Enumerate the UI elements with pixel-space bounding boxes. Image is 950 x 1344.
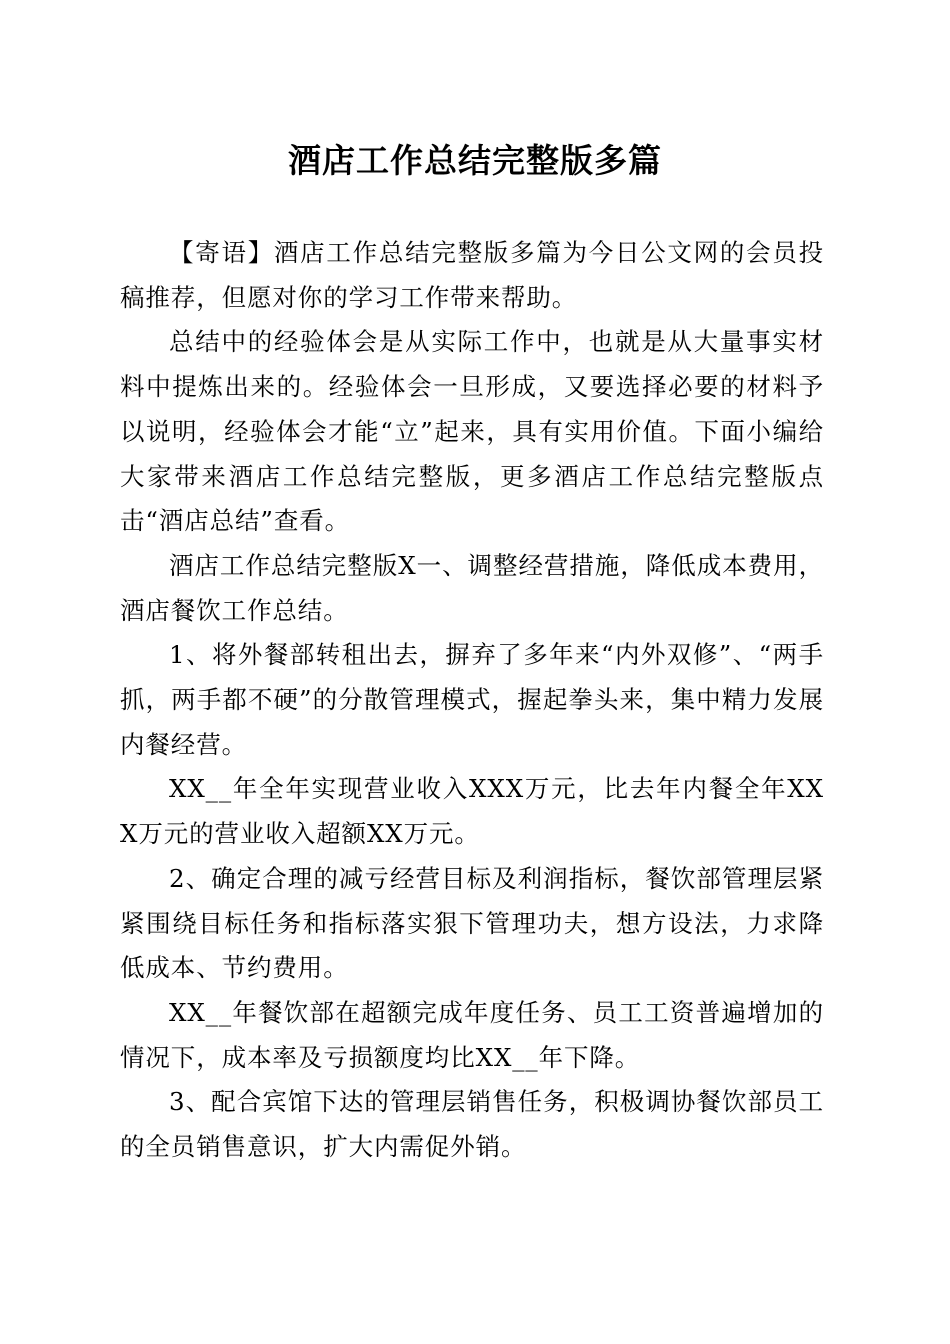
- document-body: [120, 231, 824, 1170]
- paragraph-cost: XX__年餐饮部在超额完成年度任务、员工工资普遍增加的情况下，成本率及亏损额度均比XX__年下降。: [120, 997, 824, 1072]
- paragraph-summary: 总结中的经验体会是从实际工作中，也就是从大量事实材料中提炼出来的。经验体会一旦形成，又要选择必要的材料予以说明，经验体会才能“立”起来，具有实用价值。下面小编给大家带来酒店工作总结完整版，更多酒店工作总结完整版点击“酒店总结”查看。: [120, 327, 824, 536]
- document-title: 酒店工作总结完整版多篇: [288, 141, 662, 180]
- paragraph-item-1: 1、将外餐部转租出去，摒弃了多年来“内外双修”、“两手抓，两手都不硬”的分散管理模式，握起拳头来，集中精力发展内餐经营。: [120, 640, 824, 759]
- paragraph-item-2: 2、确定合理的减亏经营目标及利润指标，餐饮部管理层紧紧围绕目标任务和指标落实狠下管理功夫，想方设法，力求降低成本、节约费用。: [120, 863, 824, 983]
- paragraph-item-3: 3、配合宾馆下达的管理层销售任务，积极调协餐饮部员工的全员销售意识，扩大内需促外销。: [120, 1087, 824, 1162]
- paragraph-intro: 【寄语】酒店工作总结完整版多篇为今日公文网的会员投稿推荐，但愿对你的学习工作带来帮助。: [120, 238, 824, 312]
- paragraph-revenue: XX__年全年实现营业收入XXX万元，比去年内餐全年XXX万元的营业收入超额XX万元。: [120, 774, 824, 849]
- paragraph-section-1: 酒店工作总结完整版X一、调整经营措施，降低成本费用，酒店餐饮工作总结。: [120, 550, 824, 625]
